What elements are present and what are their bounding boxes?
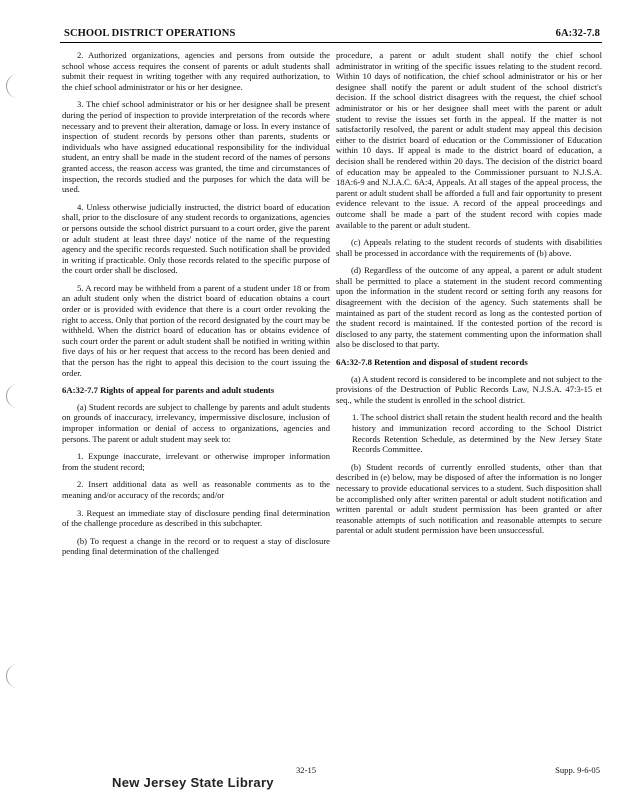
list-item: 1. The school district shall retain the student health record and the health history and immunization record according to the School District Records Retention Schedule, as determined by the New Jersey State Records Committee.	[352, 412, 602, 455]
section-heading: 6A:32-7.7 Rights of appeal for parents and adult students	[62, 385, 275, 396]
paragraph: (a) A student record is considered to be incomplete and not subject to the provisions of the Destruction of Public Records Law, N.J.S.A. 47:3-15 et seq., while the student is enrolled in the school district.	[336, 373, 602, 405]
page-number: 32-15	[296, 765, 317, 775]
paragraph: 4. Unless otherwise judicially instructed, the district board of education shall, prior to the disclosure of any student records to organizations, agencies or persons outside the school district pursuant to a court order, give the parent or adult student at least three days' notice of the name of the requesting agency and the specific records requested. Such notification shall be provided in writing if practicable. Only those records related to the specific purpose of the court order shall be disclosed.	[62, 201, 330, 276]
left-column	[62, 50, 330, 750]
paragraph: (c) Appeals relating to the student records of students with disabilities shall be processed in accordance with the requirements of (b) above.	[336, 237, 602, 258]
list-item: 2. Insert additional data as well as reasonable comments as to the meaning and/or accuracy of the records; and/or	[62, 479, 330, 500]
supplement-date: Supp. 9-6-05	[555, 765, 600, 775]
paragraph: procedure, a parent or adult student shall notify the chief school administrator in writing of the specific issues relating to the student record. Within 10 days of notification, the chief school administrator or his or her designee shall notify the parent or adult student of the school district's decision. If the school district disagrees with the request, the chief school administrator or his or her designee shall meet with the parent or adult student to revise the issues set forth in the appeal. If the matter is not satisfactorily resolved, the parent or adult student may appeal this decision either to the district board of education or the Commissioner of Education within 10 days. If appeal is made to the district board of education, a decision shall be rendered within 20 days. The decision of the district board of education may be appealed to the Commissioner pursuant to N.J.S.A. 18A:6-9 and N.J.A.C. 6A:4, Appeals. At all stages of the appeal process, the parent or adult student shall be afforded a full and fair opportunity to present evidence relevant to the issue. A record of the appeal proceedings and outcome shall be made a part of the student record with copies made available to the parent or adult student.	[336, 50, 602, 230]
punch-hole-mark	[6, 74, 21, 98]
header-rule	[60, 42, 602, 43]
list-item: 3. Request an immediate stay of disclosure pending final determination of the challenge procedure as described in this subchapter.	[62, 507, 330, 529]
punch-hole-mark	[6, 664, 21, 688]
paragraph: (d) Regardless of the outcome of any appeal, a parent or adult student shall be permitted to place a statement in the student record commenting upon the information in the student record or setting forth any reasons for disagreement with the decision of the agency. Such statements shall be maintained as part of the student record as long as the contested portion of the student record is maintained. If the contested portion of the record is disclosed to any party, the statement commenting upon the information shall also be disclosed to that party.	[336, 265, 602, 350]
punch-hole-mark	[6, 384, 21, 408]
paragraph: (b) Student records of currently enrolled students, other than that described in (e) below, may be disposed of after the information is no longer necessary to provide educational services to a student. Such disposition shall be accomplished only after written parental or adult student notification and written parental or adult student permission has been granted or after reasonable attempts of such notification and reasonable attempts to secure parental or adult student permission have been unsuccessful.	[336, 461, 602, 536]
paragraph: 2. Authorized organizations, agencies and persons from outside the school whose access requires the consent of parents or adult students shall submit their request in writing together with any required authorization, to the chief school administrator or his or her designee.	[62, 50, 330, 92]
paragraph: (b) To request a change in the record or to request a stay of disclosure pending final determination of the challenged	[62, 535, 330, 557]
running-header-title: SCHOOL DISTRICT OPERATIONS	[64, 28, 236, 39]
running-header-code: 6A:32-7.8	[555, 28, 600, 39]
right-column	[336, 50, 602, 750]
library-stamp: New Jersey State Library	[112, 775, 274, 790]
paragraph: 5. A record may be withheld from a parent of a student under 18 or from an adult student only when the district board of education obtains a court order or is provided with evidence that there is a court order revoking the right to access. Only that portion of the record designated by the court may be withheld. When the district board of education has or obtains evidence of such court order the parent or adult student shall be notified in writing within five days of his or her request that access to the record has been denied and that the person has the right to appeal this decision to the court issuing the order.	[62, 282, 330, 378]
list-item: 1. Expunge inaccurate, irrelevant or otherwise improper information from the student record;	[62, 451, 330, 472]
paragraph: (a) Student records are subject to challenge by parents and adult students on grounds of inaccuracy, irrelevancy, impermissive disclosure, inclusion of improper information or denial of access to organizations, agencies and persons. The parent or adult student may seek to:	[62, 401, 330, 444]
section-heading: 6A:32-7.8 Retention and disposal of student records	[336, 357, 528, 368]
paragraph: 3. The chief school administrator or his or her designee shall be present during the period of inspection to provide interpretation of the records where necessary and to prevent their alteration, damage or loss. In every instance of inspection of student records by persons other than parents, students or individuals who have assigned educational responsibility for the individual student, an entry shall be made in the student record of the names of persons granted access, the reason access was granted, the time and circumstances of inspection, the records studied and the purposes for which the data will be used.	[62, 99, 330, 195]
